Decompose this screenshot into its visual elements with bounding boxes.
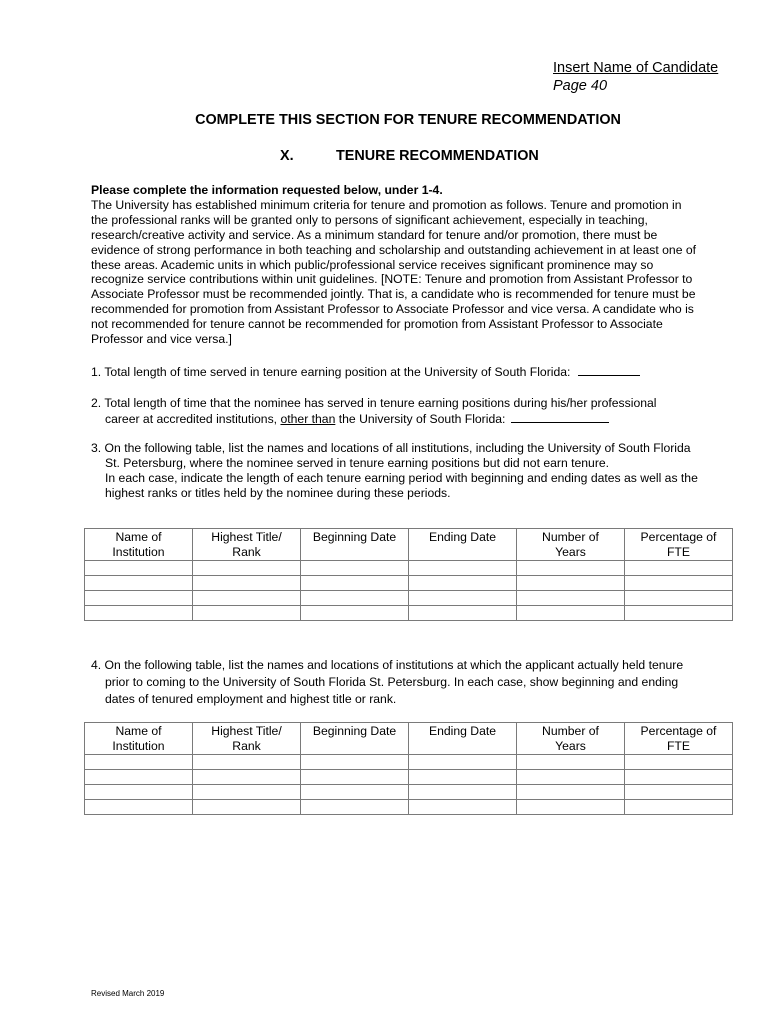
intro-line: the professional ranks will be granted only to persons of significant achievement, especially in teaching,: [91, 212, 648, 227]
table-cell[interactable]: [625, 606, 733, 621]
section-number: X.: [280, 148, 294, 164]
intro-line: recommended for promotion from Assistant Professor to Associate Professor and vice versa. A candidate who is: [91, 302, 694, 317]
table-cell[interactable]: [409, 800, 517, 815]
table-cell[interactable]: [625, 800, 733, 815]
table-cell[interactable]: [193, 606, 301, 621]
question-3: [91, 441, 731, 501]
intro-line: The University has established minimum criteria for tenure and promotion as follows. Tenure and promotion in: [91, 197, 682, 212]
table-cell[interactable]: [517, 770, 625, 785]
table-cell[interactable]: [517, 591, 625, 606]
table-cell[interactable]: [517, 755, 625, 770]
intro-line: these areas. Academic units in which public/professional service receives significant prominence may so: [91, 257, 654, 272]
question-1: [91, 364, 731, 380]
intro-line: Professor and vice versa.]: [91, 332, 232, 347]
table-cell[interactable]: [85, 576, 193, 591]
col-fte-percentage: Percentage of FTE: [625, 723, 733, 755]
table-cell[interactable]: [85, 606, 193, 621]
table-cell[interactable]: [85, 785, 193, 800]
col-institution: Name of Institution: [85, 529, 193, 561]
col-institution: Name of Institution: [85, 723, 193, 755]
question-3-line: highest ranks or titles held by the nominee during these periods.: [105, 485, 451, 500]
page-header: [553, 59, 718, 95]
table-cell[interactable]: [85, 770, 193, 785]
table-cell[interactable]: [301, 591, 409, 606]
table-cell[interactable]: [301, 755, 409, 770]
table-cell[interactable]: [301, 770, 409, 785]
table-cell[interactable]: [517, 576, 625, 591]
table-cell[interactable]: [625, 576, 733, 591]
intro-line: recognize service contributions within unit guidelines. [NOTE: Tenure and promotion from Assistant Professor to: [91, 272, 693, 287]
question-3-line: St. Petersburg, where the nominee served in tenure earning positions but did not earn tenure.: [105, 455, 610, 470]
table-cell[interactable]: [85, 755, 193, 770]
table-cell[interactable]: [301, 800, 409, 815]
question-2-line-1: 2. Total length of time that the nominee has served in tenure earning positions during his/her professional: [91, 396, 657, 410]
table-cell[interactable]: [193, 800, 301, 815]
question-2: [91, 396, 731, 427]
table-cell[interactable]: [193, 755, 301, 770]
table-cell[interactable]: [193, 770, 301, 785]
section-instruction-title: COMPLETE THIS SECTION FOR TENURE RECOMMENDATION: [195, 112, 621, 128]
intro-line: not recommended for tenure cannot be recommended for promotion from Assistant Professor to Associate: [91, 317, 663, 332]
question-4: [91, 658, 731, 707]
intro-line: Associate Professor must be recommended jointly. That is, a candidate who is recommended for tenure must be: [91, 287, 696, 302]
table-cell[interactable]: [517, 785, 625, 800]
table-row: [85, 800, 733, 815]
table-row: [85, 591, 733, 606]
table-row: [85, 576, 733, 591]
question-2-blank[interactable]: [511, 411, 609, 423]
intro-paragraph: [91, 183, 731, 347]
table-row: [85, 606, 733, 621]
col-ending-date: Ending Date: [409, 723, 517, 755]
table-cell[interactable]: [409, 770, 517, 785]
question-2-text: career at accredited institutions,: [105, 411, 278, 426]
table-cell[interactable]: [517, 606, 625, 621]
table-cell[interactable]: [625, 561, 733, 576]
table-row: [85, 770, 733, 785]
revision-footer: Revised March 2019: [91, 989, 165, 998]
table-cell[interactable]: [193, 591, 301, 606]
candidate-name-placeholder[interactable]: Insert Name of Candidate: [553, 60, 719, 76]
col-fte-percentage: Percentage of FTE: [625, 529, 733, 561]
question-4-line: 4. On the following table, list the names and locations of institutions at which the applicant actually held tenure: [91, 658, 684, 672]
table-cell[interactable]: [193, 561, 301, 576]
question-3-line: 3. On the following table, list the names and locations of all institutions, including the University of South Florida: [91, 441, 691, 455]
col-beginning-date: Beginning Date: [301, 529, 409, 561]
table-row: [85, 561, 733, 576]
tenured-positions-table: [84, 722, 733, 815]
table-cell[interactable]: [625, 591, 733, 606]
table-cell[interactable]: [193, 785, 301, 800]
table-cell[interactable]: [409, 576, 517, 591]
section-heading: [280, 149, 539, 164]
question-3-line: In each case, indicate the length of each tenure earning period with beginning and ending dates as well as the: [105, 470, 698, 485]
col-title-rank: Highest Title/ Rank: [193, 723, 301, 755]
col-number-of-years: Number of Years: [517, 529, 625, 561]
question-2-text-end: the University of South Florida:: [338, 411, 506, 426]
table-cell[interactable]: [301, 576, 409, 591]
table-header-row: [85, 723, 733, 755]
non-tenure-positions-table: [84, 528, 733, 621]
table-cell[interactable]: [409, 785, 517, 800]
table-cell[interactable]: [625, 755, 733, 770]
table-cell[interactable]: [409, 606, 517, 621]
table-cell[interactable]: [85, 561, 193, 576]
intro-line: research/creative activity and service. As a minimum standard for tenure and/or promotion, there must be: [91, 227, 658, 242]
question-4-line: dates of tenured employment and highest title or rank.: [105, 691, 397, 706]
question-4-line: prior to coming to the University of South Florida St. Petersburg. In each case, show beginning and ending: [105, 674, 679, 689]
col-number-of-years: Number of Years: [517, 723, 625, 755]
col-ending-date: Ending Date: [409, 529, 517, 561]
table-row: [85, 785, 733, 800]
page-number: Page 40: [553, 78, 608, 94]
table-cell[interactable]: [625, 770, 733, 785]
section-title: TENURE RECOMMENDATION: [336, 148, 539, 164]
table-header-row: [85, 529, 733, 561]
table-cell[interactable]: [301, 785, 409, 800]
intro-lead: Please complete the information requested below, under 1-4.: [91, 183, 443, 197]
table-cell[interactable]: [409, 755, 517, 770]
question-2-emphasis: other than: [280, 411, 336, 426]
table-cell[interactable]: [193, 576, 301, 591]
col-title-rank: Highest Title/ Rank: [193, 529, 301, 561]
question-1-text: 1. Total length of time served in tenure earning position at the University of South Florida:: [91, 365, 571, 379]
table-cell[interactable]: [85, 800, 193, 815]
table-cell[interactable]: [301, 606, 409, 621]
col-beginning-date: Beginning Date: [301, 723, 409, 755]
intro-line: evidence of strong performance in both teaching and scholarship and outstanding achievement in at least one of: [91, 242, 697, 257]
table-cell[interactable]: [85, 591, 193, 606]
table-cell[interactable]: [409, 591, 517, 606]
table-cell[interactable]: [517, 561, 625, 576]
question-1-blank[interactable]: [578, 364, 640, 376]
table-row: [85, 755, 733, 770]
table-cell[interactable]: [625, 785, 733, 800]
table-cell[interactable]: [301, 561, 409, 576]
table-cell[interactable]: [517, 800, 625, 815]
table-cell[interactable]: [409, 561, 517, 576]
